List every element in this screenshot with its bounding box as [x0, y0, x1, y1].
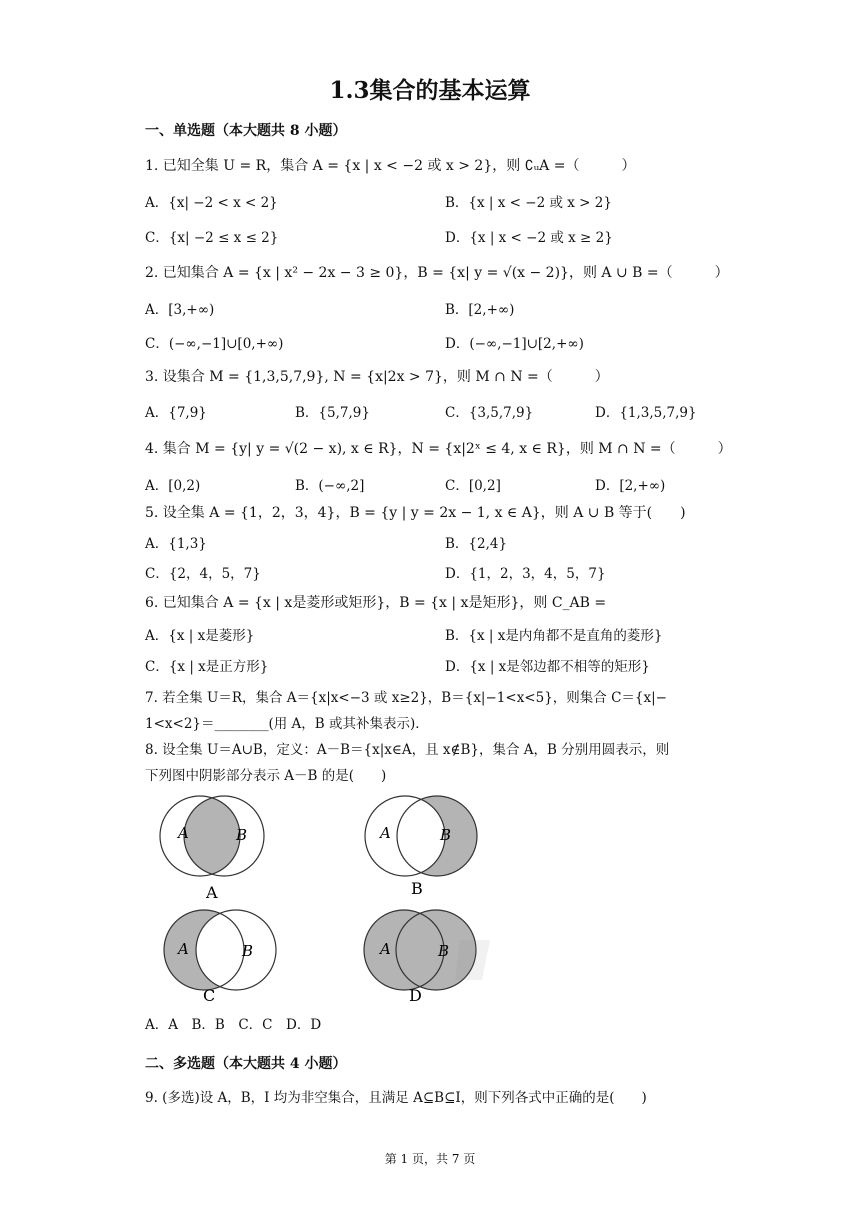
question-8-answer-options: A．A B．B C．C D．D [145, 1017, 322, 1033]
question-4-option-d: D．[2,+∞) [595, 478, 666, 494]
question-8-stem-line-2: 下列图中阴影部分表示 A－B 的是( ) [145, 768, 387, 784]
question-1-option-b: B．{x | x < −2 或 x > 2} [445, 195, 612, 211]
venn-diagram-a [160, 796, 264, 902]
venn-b-label-b: B [440, 826, 452, 844]
question-8-stem-line-1: 8. 设全集 U＝A∪B，定义：A－B＝{x|x∈A，且 x∉B}，集合 A，B 分别用圆表示，则 [145, 742, 670, 758]
page-title: 1.3集合的基本运算 [329, 77, 531, 104]
question-4-option-a: A．[0,2) [145, 478, 201, 494]
question-2-option-d: D．(−∞,−1]∪[2,+∞) [445, 336, 584, 352]
venn-figure [0, 790, 860, 1010]
question-7-stem-line-2: 1<x<2}＝________(用 A，B 或其补集表示)． [145, 716, 429, 732]
venn-a-label-a: A [178, 824, 189, 842]
question-2-stem: 2. 已知集合 A = {x | x² − 2x − 3 ≥ 0}，B = {x| y = √(x − 2)}，则 A ∪ B =（ ） [145, 265, 729, 281]
question-5-option-c: C．{2，4，5，7} [145, 566, 261, 582]
question-5-option-b: B．{2,4} [445, 536, 508, 552]
question-4-stem: 4. 集合 M = {y| y = √(2 − x), x ∈ R}，N = {x|2ˣ ≤ 4, x ∈ R}，则 M ∩ N =（ ） [145, 441, 732, 457]
question-3-option-d: D．{1,3,5,7,9} [595, 405, 697, 421]
question-1-option-a: A．{x| −2 < x < 2} [145, 195, 278, 211]
question-3-stem: 3. 设集合 M = {1,3,5,7,9}, N = {x|2x > 7}，则 M ∩ N =（ ） [145, 369, 609, 385]
figure-label-a: A [206, 883, 218, 902]
venn-c-label-a: A [178, 940, 189, 958]
question-6-option-d: D．{x | x是邻边都不相等的矩形} [445, 659, 650, 675]
watermark [455, 940, 490, 980]
section-heading-single-choice: 一、单选题（本大题共 8 小题） [145, 123, 347, 139]
question-7-stem-line-1: 7. 若全集 U＝R，集合 A＝{x|x<−3 或 x≥2}，B＝{x|−1<x<5}，则集合 C＝{x|− [145, 690, 667, 706]
question-5-stem: 5. 设全集 A = {1，2，3，4}，B = {y | y = 2x − 1, x ∈ A}，则 A ∪ B 等于( ) [145, 505, 686, 521]
question-3-option-a: A．{7,9} [145, 405, 207, 421]
question-9-stem: 9. (多选)设 A，B，I 均为非空集合，且满足 A⊆B⊆I，则下列各式中正确的是( ) [145, 1090, 647, 1106]
venn-diagram-b [365, 796, 477, 898]
figure-label-c: C [203, 986, 216, 1005]
question-6-option-a: A．{x | x是菱形} [145, 628, 255, 644]
question-5-option-a: A．{1,3} [145, 536, 207, 552]
question-3-option-b: B．{5,7,9} [295, 405, 370, 421]
page-footer: 第 1 页，共 7 页 [384, 1152, 476, 1166]
section-heading-multi-choice: 二、多选题（本大题共 4 小题） [145, 1056, 347, 1072]
question-1-option-d: D．{x | x < −2 或 x ≥ 2} [445, 230, 613, 246]
question-5-option-d: D．{1，2，3，4，5，7} [445, 566, 606, 582]
question-2-option-c: C．(−∞,−1]∪[0,+∞) [145, 336, 284, 352]
question-2-option-b: B．[2,+∞) [445, 302, 515, 318]
venn-diagram-c [164, 910, 276, 1005]
venn-a-label-b: B [236, 826, 248, 844]
venn-d-label-b: B [438, 942, 450, 960]
figure-label-d: D [409, 986, 422, 1005]
question-1-stem: 1. 已知全集 U = R，集合 A = {x | x < −2 或 x > 2}，则 ∁ᵤA =（ ） [145, 158, 636, 174]
venn-b-label-a: A [380, 824, 391, 842]
question-2-option-a: A．[3,+∞) [145, 302, 215, 318]
figure-label-b: B [411, 879, 423, 898]
question-6-option-c: C．{x | x是正方形} [145, 659, 269, 675]
question-6-stem: 6. 已知集合 A = {x | x是菱形或矩形}，B = {x | x是矩形}，则 C_AB = [145, 595, 607, 611]
question-4-option-b: B．(−∞,2] [295, 478, 365, 494]
question-4-option-c: C．[0,2] [445, 478, 501, 494]
question-3-option-c: C．{3,5,7,9} [445, 405, 534, 421]
question-6-option-b: B．{x | x是内角都不是直角的菱形} [445, 628, 663, 644]
venn-c-label-b: B [242, 942, 254, 960]
venn-d-label-a: A [380, 940, 391, 958]
question-1-option-c: C．{x| −2 ≤ x ≤ 2} [145, 230, 279, 246]
